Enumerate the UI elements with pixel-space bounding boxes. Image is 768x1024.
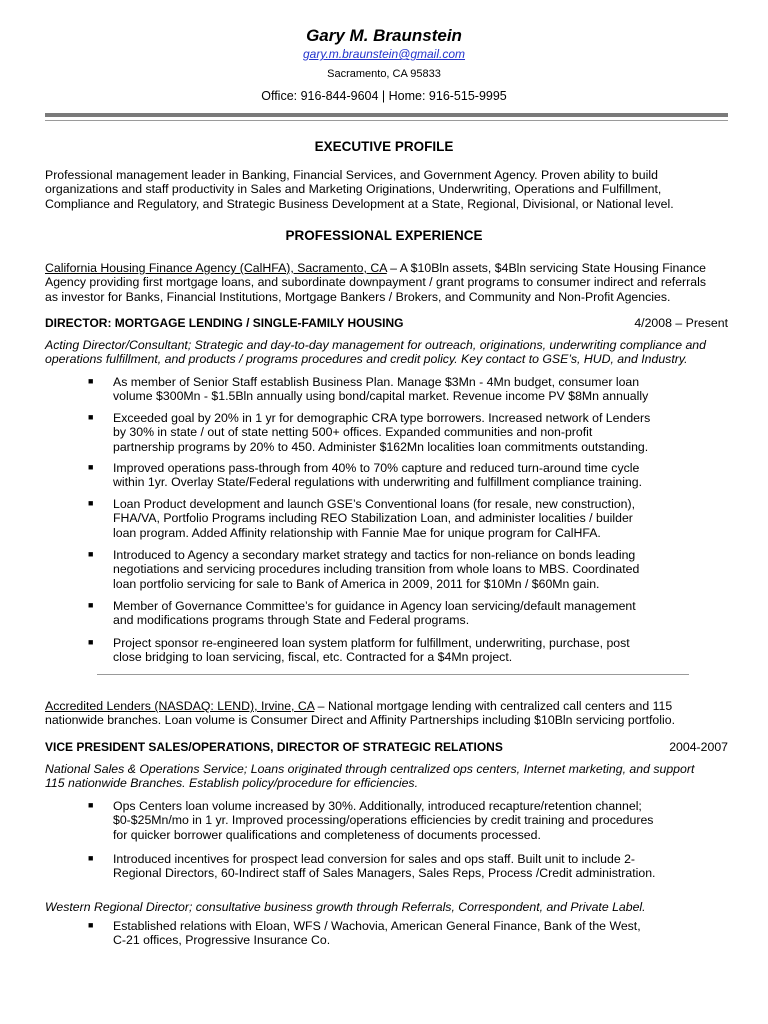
bullet-icon: ■ — [88, 920, 94, 930]
bullet-icon: ■ — [88, 498, 94, 508]
bullet-icon: ■ — [88, 637, 94, 647]
job-separator — [97, 674, 689, 675]
job-title-row — [45, 316, 728, 330]
profile-summary — [45, 168, 735, 211]
role-summary-line: National Sales & Operations Service; Loans originated through centralized ops centers, Internet marketing, and support — [45, 762, 695, 776]
job-dates: 2004-2007 — [669, 740, 728, 754]
profile-line: Professional management leader in Banking, Financial Services, and Government Agency. Proven ability to build — [45, 168, 658, 182]
bullet-icon: ■ — [88, 412, 94, 422]
company-name: California Housing Finance Agency (CalHFA), Sacramento, CA — [45, 261, 387, 275]
bullet-icon: ■ — [88, 376, 94, 386]
header-divider — [45, 113, 728, 117]
job-dates: 4/2008 – Present — [634, 316, 728, 330]
company-desc-line: as investor for Banks, Financial Institutions, Mortgage Bankers / Brokers, and Community and Non-Profit Agencies. — [45, 289, 671, 304]
bullet-icon: ■ — [88, 462, 94, 472]
job-title: DIRECTOR: MORTGAGE LENDING / SINGLE-FAMILY HOUSING — [45, 316, 404, 330]
candidate-name: Gary M. Braunstein — [306, 26, 462, 45]
header-divider-thin — [45, 120, 728, 121]
bullet-icon: ■ — [88, 800, 94, 810]
role-summary-line: Acting Director/Consultant; Strategic and day-to-day management for outreach, originations, underwriting compliance and — [45, 338, 706, 352]
company-desc-line: Agency providing first mortgage loans, and subordinate downpayment / grant programs to consumer indirect and referrals — [45, 275, 706, 290]
profile-line: organizations and staff productivity in Sales and Marketing Originations, Underwriting, Operations and Fulfillment, — [45, 182, 662, 197]
sub-role-summary: Western Regional Director; consultative business growth through Referrals, Correspondent, and Private Label. — [45, 900, 646, 914]
phone-numbers: Office: 916-844-9604 | Home: 916-515-9995 — [261, 89, 507, 103]
company-name: Accredited Lenders (NASDAQ: LEND), Irvine, CA — [45, 699, 315, 713]
role-summary — [45, 338, 735, 367]
resume-page: Gary M. Braunstein gary.m.braunstein@gmail.com Sacramento, CA 95833 Office: 916-844-9604 | Home: 916-515-9995 EXECUTIVE PROFILE Professional management leader in Banking, Financial Services, and Government Agency. Proven ability to build organizations and staff productivity in Sales and Marketing Originations, Underwriting, Operations and Fulfillment, Compliance and Regulatory, and Strategic Business Development at a State, Regional, Divisional, or National level. PROFESSIONAL EXPERIENCE California Housing Finance Agency (CalHFA), Sacramento, CA – A $10Bln assets, $4Bln servicing State Housing Finance Agency providing first mortgage loans, and subordinate downpayment / grant programs to consumer indirect and referrals as investor for Banks, Financial Institutions, Mortgage Bankers / Brokers, and Community and Non-Profit Agencies. DIRECTOR: MORTGAGE LENDING / SINGLE-FAMILY HOUSING 4/2008 – Present Acting Director/Consultant; Strategic and day-to-day management for outreach, originations, underwriting compliance and operations fulfillment, and products / programs procedures and credit policy. Key contact to GSE’s, HUD, and Industry. ■ As member of Senior Staff establish Business Plan. Manage $3Mn - 4Mn budget, consumer loan volume $300Mn - $1.5Bln annually using bond/capital market. Revenue income PV $8Mn annually ■ Exceeded goal by 20% in 1 yr for demographic CRA type borrowers. Increased network of Lenders by 30% in state / out of state netting 500+ offices. Expanded communities and non-profit partnership programs by 20% to 450. Administer $162Mn localities loan commitments outstanding. ■ Improved operations pass-through from 40% to 70% capture and reduced turn-around time cycle within 1yr. Overlay State/Federal regulations with underwriting and fulfillment compliance training. ■ Loan Product development and launch GSE’s Conventional loans (for resale, new construction), FHA/VA, Portfolio Programs including REO Stabilization Loan, and administer localities / builder loan program. Added Affinity relationship with Fannie Mae for unique program for CalHFA. ■ Introduced to Agency a secondary market strategy and tactics for non-reliance on bonds leading negotiations and servicing procedures including transition from whole loans to MBS. Coordinated loan portfolio servicing for sale to Bank of America in 2009, 2011 for $10Mn / $60Mn gain. ■ Member of Governance Committee’s for guidance in Agency loan servicing/default management and modifications programs through State and Federal programs. ■ Project sponsor re-engineered loan system platform for fulfillment, underwriting, purchase, post close bridging to loan servicing, fiscal, etc. Contracted for a $4Mn project. Accredited Lenders (NASDAQ: LEND), Irvine, CA – National mortgage lending with centralized call centers and 115 nationwide branches. Loan volume is Consumer Direct and Affinity Partnerships including $10Bln servicing portfolio. VICE PRESIDENT SALES/OPERATIONS, DIRECTOR OF STRATEGIC RELATIONS 2004-2007 National Sales & Operations Service; Loans originated through centralized ops centers, Internet marketing, and support 115 nationwide Branches. Establish policy/procedure for efficiencies. ■ Ops Centers loan volume increased by 30%. Additionally, introduced recapture/retention channel; $0-$25Mn/mo in 1 yr. Improved processing/operations efficiencies by credit training and procedures for quicker borrower qualifications and completeness of documents processed. ■ Introduced incentives for prospect lead conversion for sales and ops staff. Built unit to include 2- Regional Directors, 60-Indirect staff of Sales Managers, Sales Reps, Process /Credit administration. Western Regional Director; consultative business growth through Referrals, Correspondent, and Private Label. ■ Established relations with Eloan, WFS / Wachovia, American General Finance, Bank of the West, C-21 offices, Progressive Insurance Co. — [0, 0, 768, 1024]
role-summary-line: operations fulfillment, and products / programs procedures and credit policy. Key contact to GSE’s, HUD, and Industry. — [45, 352, 688, 367]
company-desc-line: nationwide branches. Loan volume is Consumer Direct and Affinity Partnerships including $10Bln servicing portfolio. — [45, 713, 675, 728]
bullet-icon: ■ — [88, 600, 94, 610]
bullet-icon: ■ — [88, 549, 94, 559]
email-link[interactable]: gary.m.braunstein@gmail.com — [302, 47, 466, 61]
role-summary-line: 115 nationwide Branches. Establish policy/procedure for efficiencies. — [45, 776, 418, 791]
experience-heading: PROFESSIONAL EXPERIENCE — [285, 228, 483, 243]
company-desc-first: – A $10Bln assets, $4Bln servicing State Housing Finance — [386, 261, 706, 275]
profile-line: Compliance and Regulatory, and Strategic Business Development at a State, Regional, Divisional, or National level. — [45, 196, 674, 211]
role-summary — [45, 762, 735, 791]
bullet-icon: ■ — [88, 853, 94, 863]
job-title-row — [45, 740, 728, 754]
company-desc-first: – National mortgage lending with centralized call centers and 115 — [314, 699, 673, 713]
candidate-location: Sacramento, CA 95833 — [327, 68, 441, 80]
profile-heading: EXECUTIVE PROFILE — [314, 139, 454, 154]
company-description — [45, 699, 735, 728]
job-title: VICE PRESIDENT SALES/OPERATIONS, DIRECTOR OF STRATEGIC RELATIONS — [45, 740, 503, 754]
company-description — [45, 261, 735, 304]
